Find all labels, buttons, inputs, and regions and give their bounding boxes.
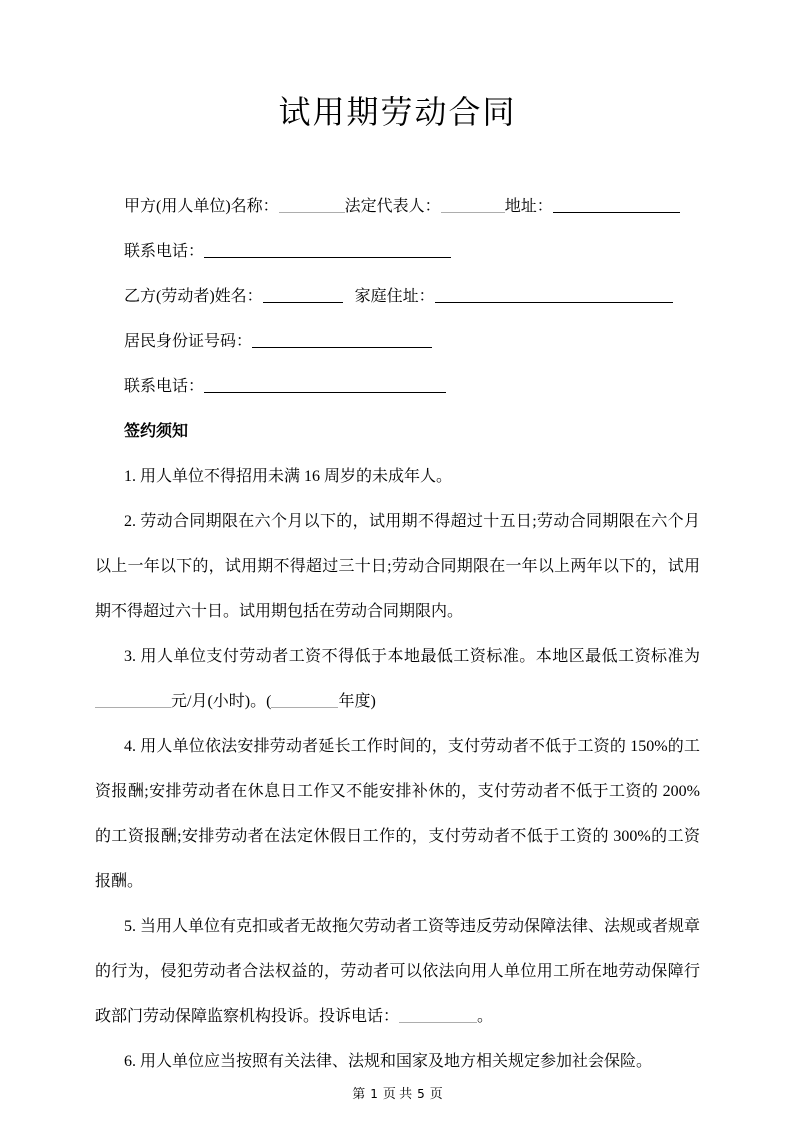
party-a-address-label: 地址： bbox=[504, 198, 553, 215]
notice-item-3-text-after-year: 年度) bbox=[338, 693, 376, 710]
notice-item-5 bbox=[95, 904, 700, 1039]
wage-standard-year-field bbox=[271, 692, 338, 708]
party-b-phone-field bbox=[204, 377, 446, 393]
party-b-name-field bbox=[263, 287, 343, 303]
complaint-phone-field bbox=[399, 1007, 477, 1023]
contract-parties-form bbox=[95, 184, 700, 409]
party-a-name-label: 甲方(用人单位)名称： bbox=[124, 198, 279, 215]
party-b-id-line bbox=[95, 319, 700, 364]
current-page-number: 1 bbox=[370, 1087, 378, 1101]
party-a-phone-line bbox=[95, 229, 700, 274]
total-pages-number: 5 bbox=[417, 1087, 425, 1101]
party-b-name-label: 乙方(劳动者)姓名： bbox=[124, 288, 263, 305]
minimum-wage-amount-field bbox=[95, 692, 171, 708]
notice-item-3-text-before-amount: 3. 用人单位支付劳动者工资不得低于本地最低工资标准。本地区最低工资标准为 bbox=[124, 648, 700, 665]
footer-infix: 页 共 bbox=[382, 1086, 413, 1101]
notice-item-4: 4. 用人单位依法安排劳动者延长工作时间的，支付劳动者不低于工资的 150%的工资报酬;安排劳动者在休息日工作又不能安排补休的，支付劳动者不低于工资的 200%的工资报酬;安排劳动者在法定休假日工作的，支付劳动者不低于工资的 300%的工资报酬。 bbox=[95, 738, 700, 890]
legal-representative-field bbox=[441, 197, 505, 213]
party-a-name-field bbox=[279, 197, 345, 213]
party-a-info-line bbox=[95, 184, 700, 229]
notice-item-1: 1. 用人单位不得招用未满 16 周岁的未成年人。 bbox=[124, 468, 453, 485]
party-b-home-address-field bbox=[435, 287, 673, 303]
notice-item-2: 2. 劳动合同期限在六个月以下的，试用期不得超过十五日;劳动合同期限在六个月以上一年以下的，试用期不得超过三十日;劳动合同期限在一年以上两年以下的，试用期不得超过六十日。试用期包括在劳动合同期限内。 bbox=[95, 513, 700, 620]
party-b-info-line bbox=[95, 274, 700, 319]
notice-item-6: 6. 用人单位应当按照有关法律、法规和国家及地方相关规定参加社会保险。 bbox=[124, 1053, 653, 1070]
party-b-home-address-label: 家庭住址： bbox=[354, 288, 435, 305]
notice-item-3-text-after-amount: 元/月(小时)。( bbox=[171, 693, 272, 710]
notice-item-5-text-before-phone: 5. 当用人单位有克扣或者无故拖欠劳动者工资等违反劳动保障法律、法规或者规章的行为，侵犯劳动者合法权益的，劳动者可以依法向用人单位用工所在地劳动保障行政部门劳动保障监察机构投诉。投诉电话： bbox=[95, 918, 701, 1025]
footer-prefix: 第 bbox=[352, 1086, 366, 1101]
party-a-phone-label: 联系电话： bbox=[124, 243, 205, 260]
notice-item-5-text-after-phone: 。 bbox=[477, 1008, 494, 1025]
notice-heading: 签约须知 bbox=[124, 423, 189, 440]
notice-item-3 bbox=[95, 634, 700, 724]
footer-suffix: 页 bbox=[429, 1086, 443, 1101]
document-title: 试用期劳动合同 bbox=[278, 94, 517, 130]
party-b-phone-line bbox=[95, 364, 700, 409]
party-a-address-field bbox=[553, 197, 680, 213]
legal-representative-label: 法定代表人： bbox=[344, 198, 441, 215]
party-b-phone-label: 联系电话： bbox=[124, 378, 205, 395]
page-footer bbox=[95, 1084, 700, 1104]
party-b-id-field bbox=[252, 332, 432, 348]
party-b-id-label: 居民身份证号码： bbox=[124, 333, 253, 350]
party-a-phone-field bbox=[204, 242, 451, 258]
